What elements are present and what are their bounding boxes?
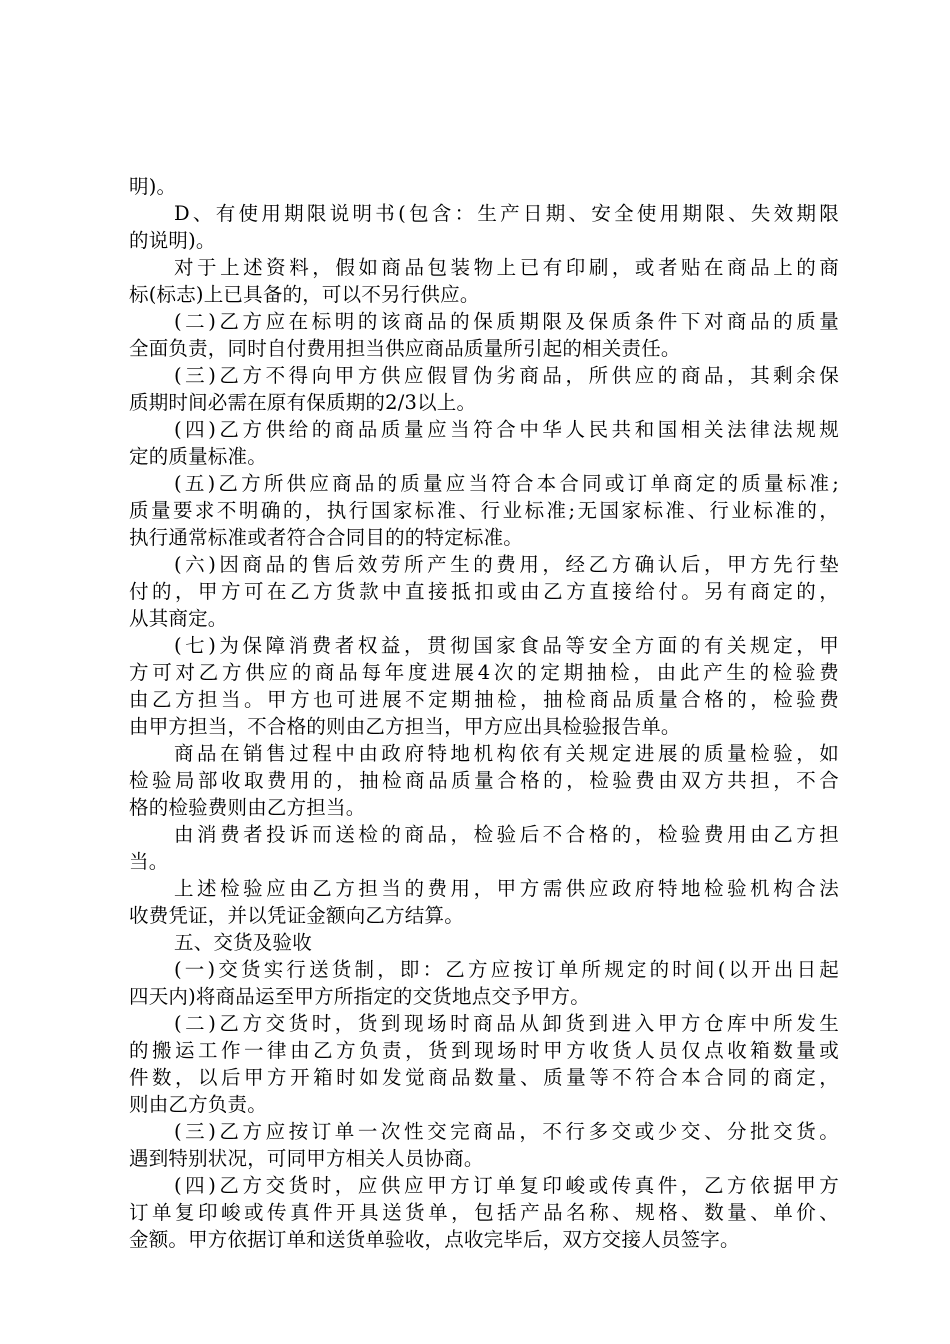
text-line: 执行通常标准或者符合合同目的的特定标准。 bbox=[129, 526, 524, 549]
text-line: 付的，甲方可在乙方货款中直接抵扣或由乙方直接给付。另有商定的， bbox=[129, 580, 839, 603]
text-line: 定的质量标准。 bbox=[129, 445, 267, 468]
text-line: 金额。甲方依据订单和送货单验收，点收完毕后，双方交接人员签字。 bbox=[129, 1228, 740, 1251]
text-line: D、有使用期限说明书(包含：生产日期、安全使用期限、失效期限 bbox=[174, 202, 839, 225]
text-line: 检验局部收取费用的，抽检商品质量合格的，检验费由双方共担，不合 bbox=[129, 769, 839, 792]
text-line: 质期时间必需在原有保质期的2/3以上。 bbox=[129, 391, 477, 414]
text-line: 则由乙方负责。 bbox=[129, 1093, 267, 1116]
text-line: (六)因商品的售后效劳所产生的费用，经乙方确认后，甲方先行垫 bbox=[174, 553, 839, 576]
text-line: 的说明)。 bbox=[129, 229, 216, 252]
text-line: 上述检验应由乙方担当的费用，甲方需供应政府特地检验机构合法 bbox=[174, 877, 839, 900]
text-line: (四)乙方交货时，应供应甲方订单复印峻或传真件，乙方依据甲方 bbox=[174, 1174, 839, 1197]
text-line: (四)乙方供给的商品质量应当符合中华人民共和国相关法律法规规 bbox=[174, 418, 839, 441]
text-line: 由乙方担当。甲方也可进展不定期抽检，抽检商品质量合格的，检验费 bbox=[129, 688, 839, 711]
text-line: 由甲方担当，不合格的则由乙方担当，甲方应出具检验报告单。 bbox=[129, 715, 681, 738]
text-line: (五)乙方所供应商品的质量应当符合本合同或订单商定的质量标准; bbox=[174, 472, 839, 495]
text-line: 由消费者投诉而送检的商品，检验后不合格的，检验费用由乙方担 bbox=[174, 823, 839, 846]
text-line: 收费凭证，并以凭证金额向乙方结算。 bbox=[129, 904, 464, 927]
text-line: (一)交货实行送货制，即：乙方应按订单所规定的时间(以开出日起 bbox=[174, 958, 839, 981]
text-line: (二)乙方交货时，货到现场时商品从卸货到进入甲方仓库中所发生 bbox=[174, 1012, 839, 1035]
text-line: 对于上述资料，假如商品包装物上已有印刷，或者贴在商品上的商 bbox=[174, 256, 839, 279]
text-line: 商品在销售过程中由政府特地机构依有关规定进展的质量检验，如 bbox=[174, 742, 839, 765]
text-line: 遇到特别状况，可同甲方相关人员协商。 bbox=[129, 1147, 484, 1170]
text-line: (三)乙方应按订单一次性交完商品，不行多交或少交、分批交货。 bbox=[174, 1120, 839, 1143]
text-line: 五、交货及验收 bbox=[174, 931, 312, 954]
text-line: 质量要求不明确的，执行国家标准、行业标准;无国家标准、行业标准的， bbox=[129, 499, 839, 522]
text-line: 方可对乙方供应的商品每年度进展4次的定期抽检，由此产生的检验费 bbox=[129, 661, 839, 684]
text-line: (七)为保障消费者权益，贯彻国家食品等安全方面的有关规定，甲 bbox=[174, 634, 839, 657]
text-line: 件数，以后甲方开箱时如发觉商品数量、质量等不符合本合同的商定， bbox=[129, 1066, 839, 1089]
text-line: 明)。 bbox=[129, 175, 177, 198]
text-line: 从其商定。 bbox=[129, 607, 228, 630]
text-line: 当。 bbox=[129, 850, 169, 873]
text-line: 订单复印峻或传真件开具送货单，包括产品名称、规格、数量、单价、 bbox=[129, 1201, 839, 1224]
text-line: 四天内)将商品运至甲方所指定的交货地点交予甲方。 bbox=[129, 985, 590, 1008]
document-body bbox=[129, 173, 839, 1253]
text-line: 格的检验费则由乙方担当。 bbox=[129, 796, 366, 819]
text-line: (二)乙方应在标明的该商品的保质期限及保质条件下对商品的质量 bbox=[174, 310, 839, 333]
text-line: 标(标志)上已具备的，可以不另行供应。 bbox=[129, 283, 480, 306]
text-line: (三)乙方不得向甲方供应假冒伪劣商品，所供应的商品，其剩余保 bbox=[174, 364, 839, 387]
text-line: 的搬运工作一律由乙方负责，货到现场时甲方收货人员仅点收箱数量或 bbox=[129, 1039, 839, 1062]
text-line: 全面负责，同时自付费用担当供应商品质量所引起的相关责任。 bbox=[129, 337, 681, 360]
